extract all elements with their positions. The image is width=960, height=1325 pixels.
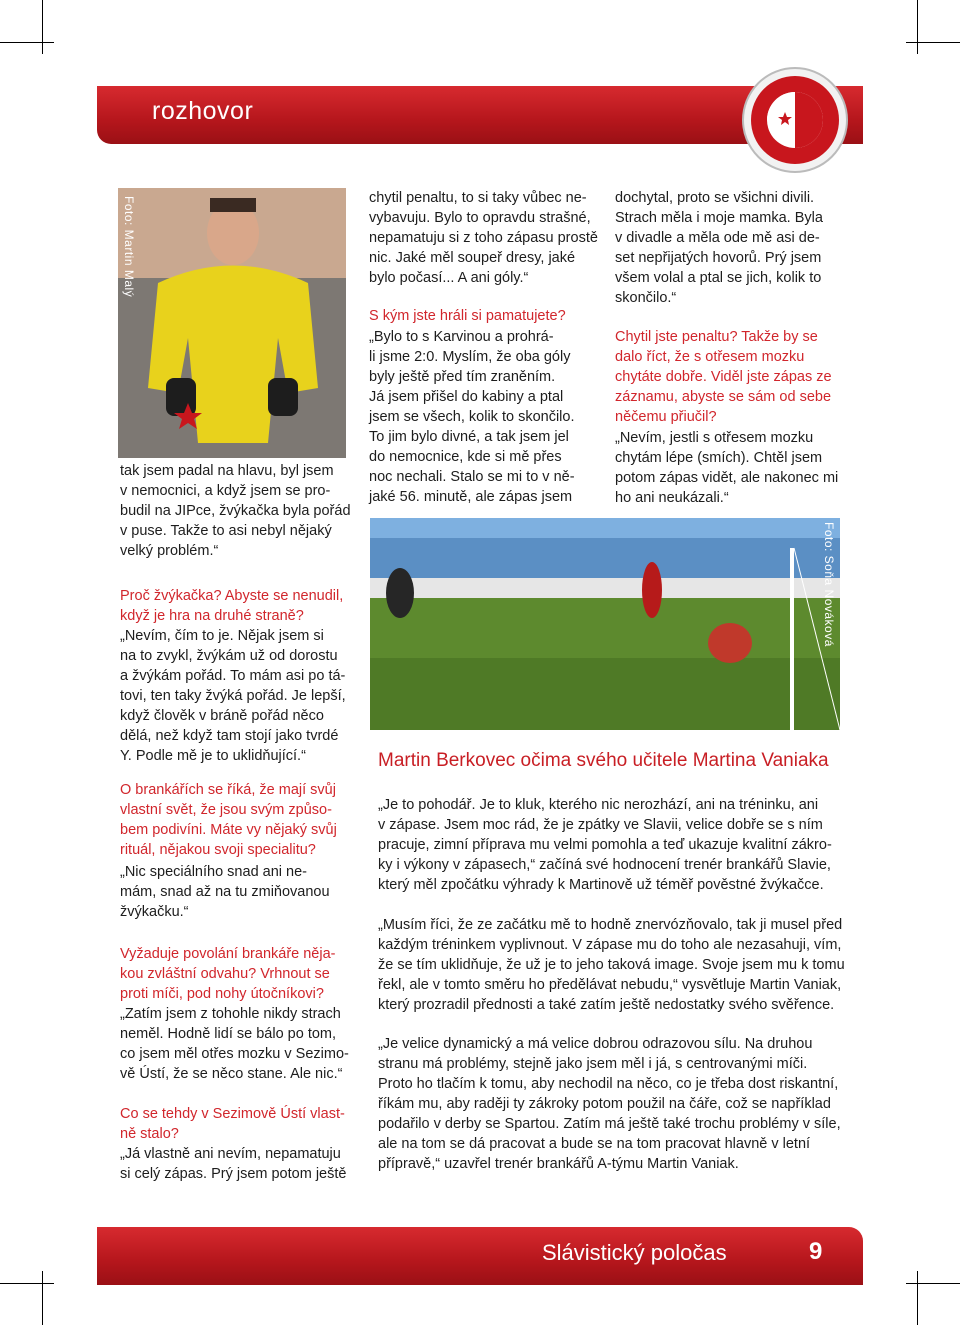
col1-question-3: Vyžaduje povolání brankáře něja- kou zvláštní odvahu? Vrhnout se proti míči, pod nohy útočníkovi? — [120, 946, 336, 1002]
crop-mark — [906, 1283, 960, 1284]
photo-credit-right: Foto: Soňa Nováková — [822, 522, 836, 647]
col1-answer-4: „Já vlastně ani nevím, nepamatuju si celý zápas. Prý jsem potom ještě — [120, 1146, 347, 1182]
box-paragraph-3: „Je velice dynamický a má velice dobrou odrazovou sílu. Na druhou stranu má problémy, stejně jako jsem měl i já, s centrovanými míči. Proto ho tlačím k tomu, aby nechodil na něco, co je třeba dost riskantní, říkám mu, aby raději ty zákroky potom použil na čáře, což se například podařilo v derby se Spartou. Zatím má ještě také trochu problémy v síle, ale na tom se dá pracovat a bude se na tom pracovat hlavně v letní přípravě,“ uzavřel trenér brankářů A-týmu Martin Vaniak. — [378, 1036, 841, 1172]
col1-answer-intro: tak jsem padal na hlavu, byl jsem v nemocnici, a když jsem se pro- budil na JIPce, žvýkačka byla pořád v puse. Takže to asi nebyl nějaký velký problém.“ — [120, 463, 351, 559]
footer-bar — [97, 1227, 863, 1285]
col2-answer-1: „Bylo to s Karvinou a prohrá- li jsme 2:0. Myslím, že oba góly byly ještě před tím zraněním. Já jsem přišel do kabiny a ptal jsem se všech, kolik to skončilo. To jim bylo divné, a tak jsem jel do nemocnice, kde si mě přes noc nechali. Stalo se mi to v ně- jaké 56. minutě, ale zápas jsem — [369, 329, 575, 505]
training-photo — [370, 518, 840, 730]
magazine-name: Slávistický poločas — [542, 1240, 727, 1265]
col1-answer-2: „Nic speciálního snad ani ne- mám, snad až na tu zmiňovanou žvýkačku.“ — [120, 864, 330, 920]
crop-mark — [42, 1271, 43, 1325]
goalkeeper-photo — [118, 188, 346, 458]
col2-question-1: S kým jste hráli si pamatujete? — [369, 308, 566, 324]
col1-answer-1: „Nevím, čím to je. Nějak jsem si na to zvykl, žvýkám už od dorostu a žvýkám pořád. To mám asi po tá- tovi, ten taky žvýká pořád. Je lepší, když člověk v bráně pořád něco dělá, než když tam stojí jako tvrdé Y. Podle mě je to uklidňující.“ — [120, 628, 346, 764]
crop-mark — [906, 42, 960, 43]
section-title: rozhovor — [152, 97, 254, 125]
page-number: 9 — [809, 1238, 823, 1265]
crop-mark — [0, 42, 54, 43]
crop-mark — [917, 0, 918, 54]
photo-credit-left: Foto: Martin Malý — [122, 196, 136, 298]
col1-question-2: O brankářích se říká, že mají svůj vlastní svět, že jsou svým způso- bem podivíni. Máte vy nějaký svůj rituál, nějakou svoji specialitu? — [120, 782, 337, 858]
crop-mark — [0, 1283, 54, 1284]
col2-answer-intro: chytil penaltu, to si taky vůbec ne- vybavuju. Bylo to opravdu strašné, nepamatuju si z toho zápasu prostě nic. Jaké měl soupeř dresy, jaké bylo počasí... A ani góly.“ — [369, 190, 598, 286]
crop-mark — [917, 1271, 918, 1325]
box-title: Martin Berkovec očima svého učitele Martina Vaniaka — [378, 750, 829, 771]
col1-answer-3: „Zatím jsem z tohohle nikdy strach neměl. Hodně lidí se bálo po tom, co jsem měl otřes mozku v Sezimo- vě Ústí, že se něco stane. Ale nic.“ — [120, 1006, 349, 1082]
col3-answer-intro: dochytal, proto se všichni divili. Strach měla i moje mamka. Byla v divadle a měla ode mě asi de- set nepřijatých hovorů. Prý jsem všem volal a ptal se jich, kolik to skončilo.“ — [615, 190, 823, 306]
col1-question-1: Proč žvýkačka? Abyste se nenudil, když je hra na druhé straně? — [120, 588, 344, 624]
col1-question-4: Co se tehdy v Sezimově Ústí vlast- ně stalo? — [120, 1106, 345, 1142]
box-paragraph-2: „Musím říci, že ze začátku mě to hodně znervózňovalo, tak ji musel před každým tréninkem vyplivnout. V zápase mu do toho ale nezasahuji, vím, že se tím uklidňuje, že už je to jeho taková image. Svoje jsem mu k tomu řekl, ale v tomto směru ho předělávat nebudu,“ vysvětluje Martin Vaniak, který prozradil přednosti a také zatím ještě nedostatky svého svěřence. — [378, 917, 845, 1013]
col3-answer-1: „Nevím, jestli s otřesem mozku chytám lépe (smích). Chtěl jsem potom zápas vidět, ale nakonec mi ho ani neukázali.“ — [615, 430, 839, 506]
box-paragraph-1: „Je to pohodář. Je to kluk, kterého nic nerozhází, ani na tréninku, ani v zápase. Jsem moc rád, že je zpátky ve Slavii, velice dobře se s ním pracuje, zimní příprava mu velmi pomohla a teď ukazuje kvalitní zákro- ky i výkony v zápasech,“ začíná své hodnocení trenér brankářů Slavie, který měl zpočátku výhrady k Martinově už téměř pověstné žvýkačce. — [378, 797, 832, 893]
crop-mark — [42, 0, 43, 54]
club-logo — [741, 66, 849, 174]
col3-question-1: Chytil jste penaltu? Takže by se dalo říct, že s otřesem mozku chytáte dobře. Viděl jste zápas ze záznamu, abyste se sám od sebe něčemu přiučil? — [615, 329, 832, 425]
